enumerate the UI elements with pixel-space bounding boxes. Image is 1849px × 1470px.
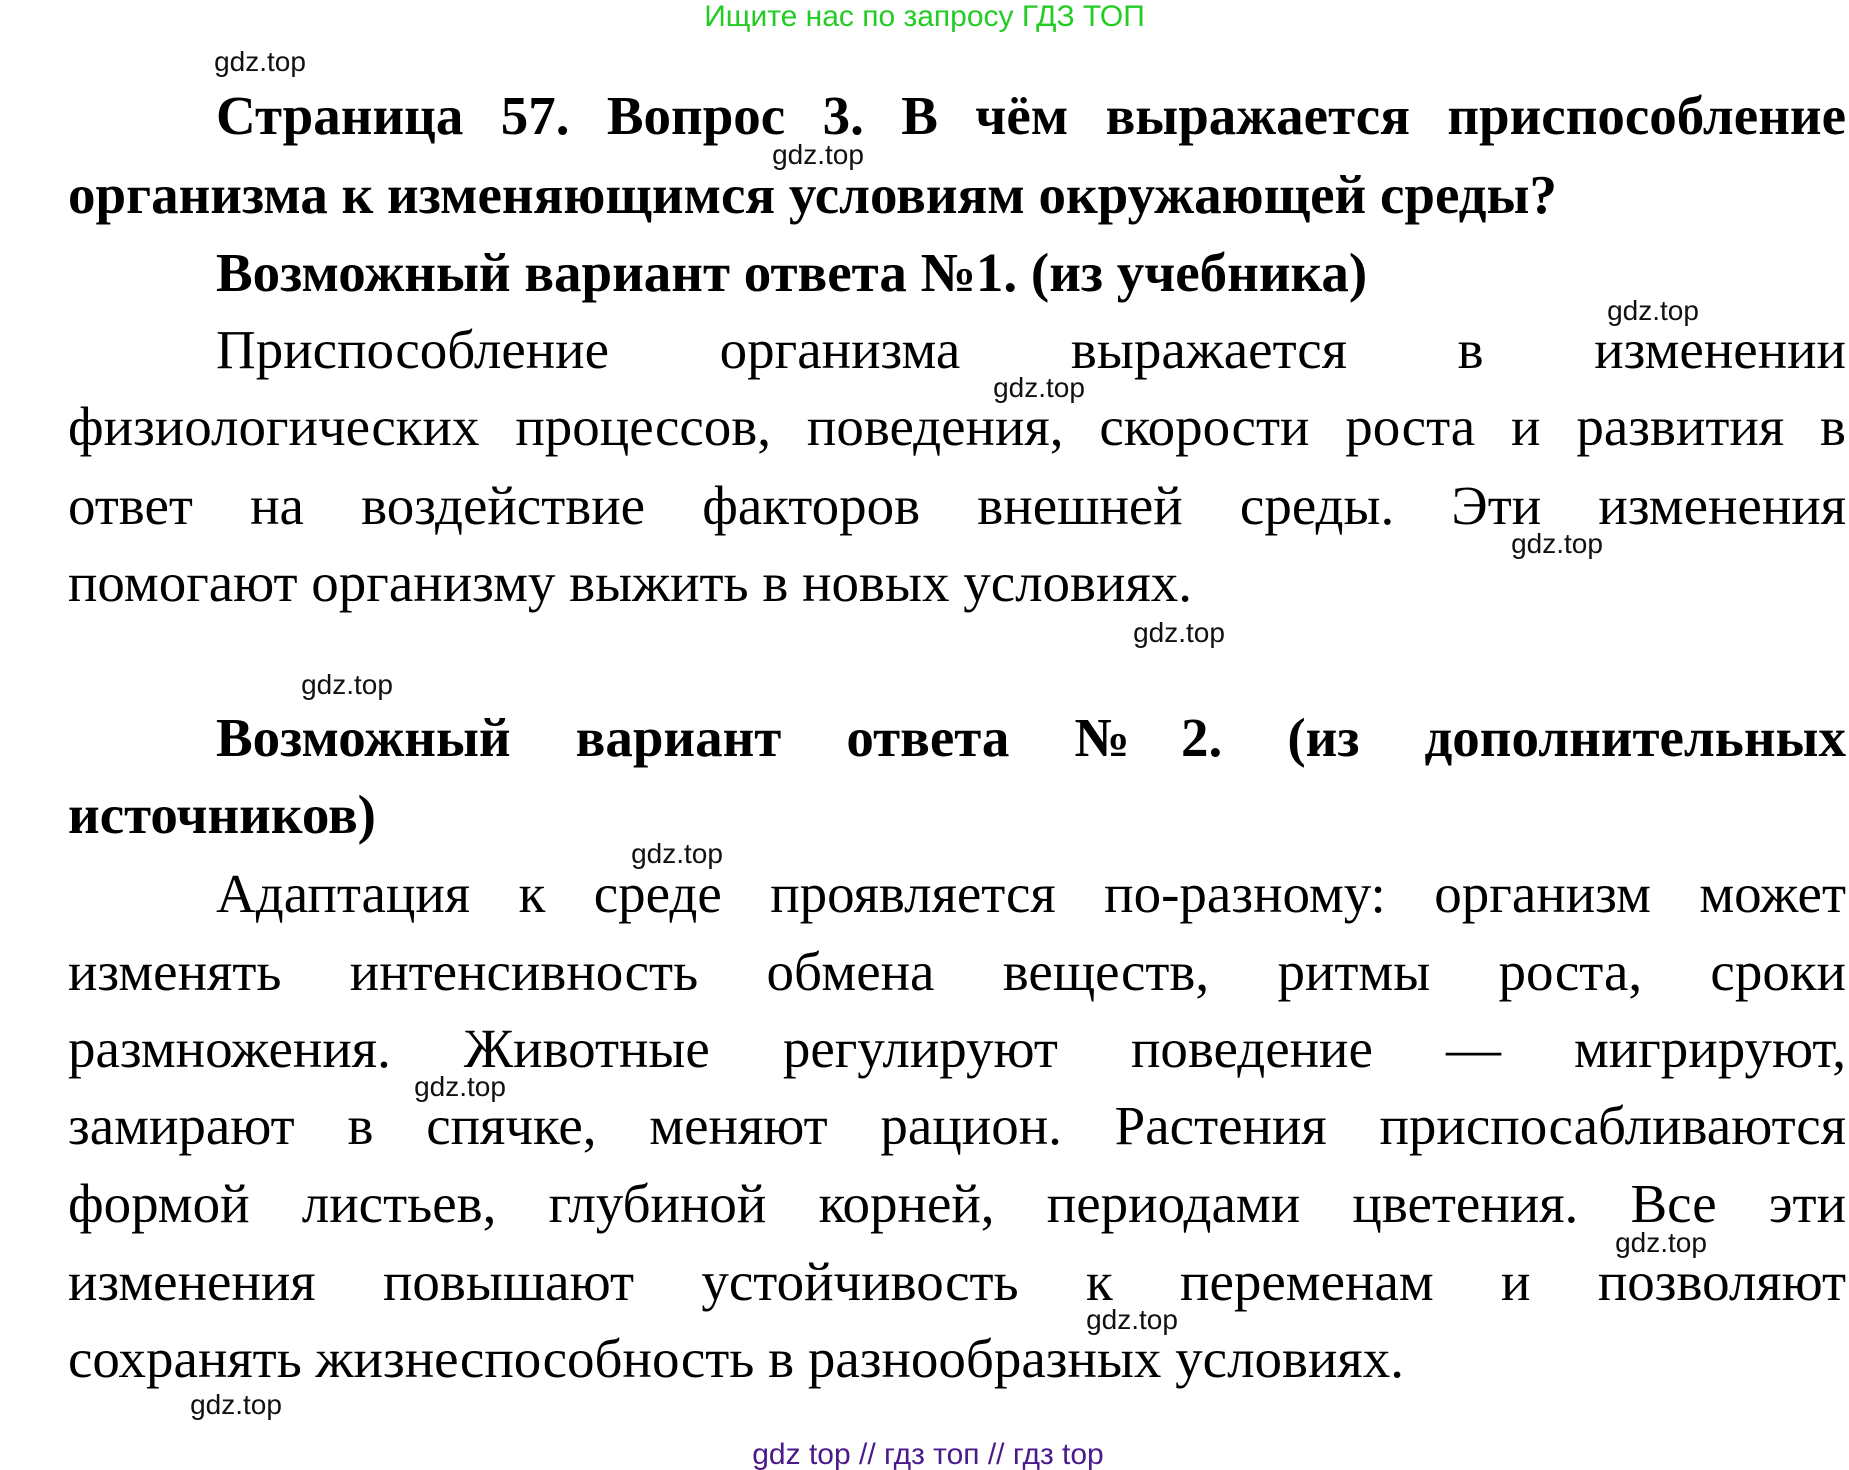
answer2-line: Адаптация к среде проявляется по-разному: организм может (216, 863, 1846, 924)
watermark: gdz.top (1615, 1227, 1707, 1258)
watermark: gdz.top (631, 838, 723, 869)
answer1-line: Приспособление организма выражается в изменении (216, 319, 1846, 380)
watermark: gdz.top (1086, 1304, 1178, 1335)
answer2-heading-line-1: Возможный вариант ответа №2. (из дополнительных (216, 707, 1846, 768)
footer-link[interactable]: gdz top // гдз топ // гдз top (752, 1438, 1104, 1470)
question-line-2: организма к изменяющимся условиям окружающей среды? (68, 164, 1557, 225)
watermark: gdz.top (1133, 617, 1225, 648)
answer1-heading: Возможный вариант ответа №1. (из учебника) (216, 242, 1368, 303)
answer2-line: сохранять жизнеспособность в разнообразных условиях. (68, 1328, 1404, 1389)
watermark: gdz.top (414, 1071, 506, 1102)
watermark: gdz.top (301, 669, 393, 700)
question-line-1: Страница 57. Вопрос 3. В чём выражается приспособление (216, 85, 1846, 146)
answer1-line: физиологических процессов, поведения, скорости роста и развития в (68, 396, 1846, 457)
answer1-line: ответ на воздействие факторов внешней среды. Эти изменения (68, 475, 1846, 536)
watermark: gdz.top (993, 372, 1085, 403)
answer2-heading-line-2: источников) (68, 784, 376, 845)
watermark: gdz.top (1607, 295, 1699, 326)
search-hint-banner: Ищите нас по запросу ГДЗ ТОП (704, 0, 1145, 33)
answer1-line: помогают организму выжить в новых условиях. (68, 552, 1193, 613)
answer2-line: изменять интенсивность обмена веществ, ритмы роста, сроки (68, 941, 1846, 1002)
answer2-line: размножения. Животные регулируют поведение — мигрируют, (68, 1018, 1846, 1079)
watermark: gdz.top (214, 46, 306, 77)
answer2-line: формой листьев, глубиной корней, периодами цветения. Все эти (68, 1173, 1846, 1234)
watermark: gdz.top (190, 1389, 282, 1420)
watermark: gdz.top (1511, 528, 1603, 559)
answer2-line: замирают в спячке, меняют рацион. Растения приспосабливаются (68, 1095, 1846, 1156)
watermark: gdz.top (772, 139, 864, 170)
answer2-line: изменения повышают устойчивость к переменам и позволяют (68, 1251, 1846, 1312)
